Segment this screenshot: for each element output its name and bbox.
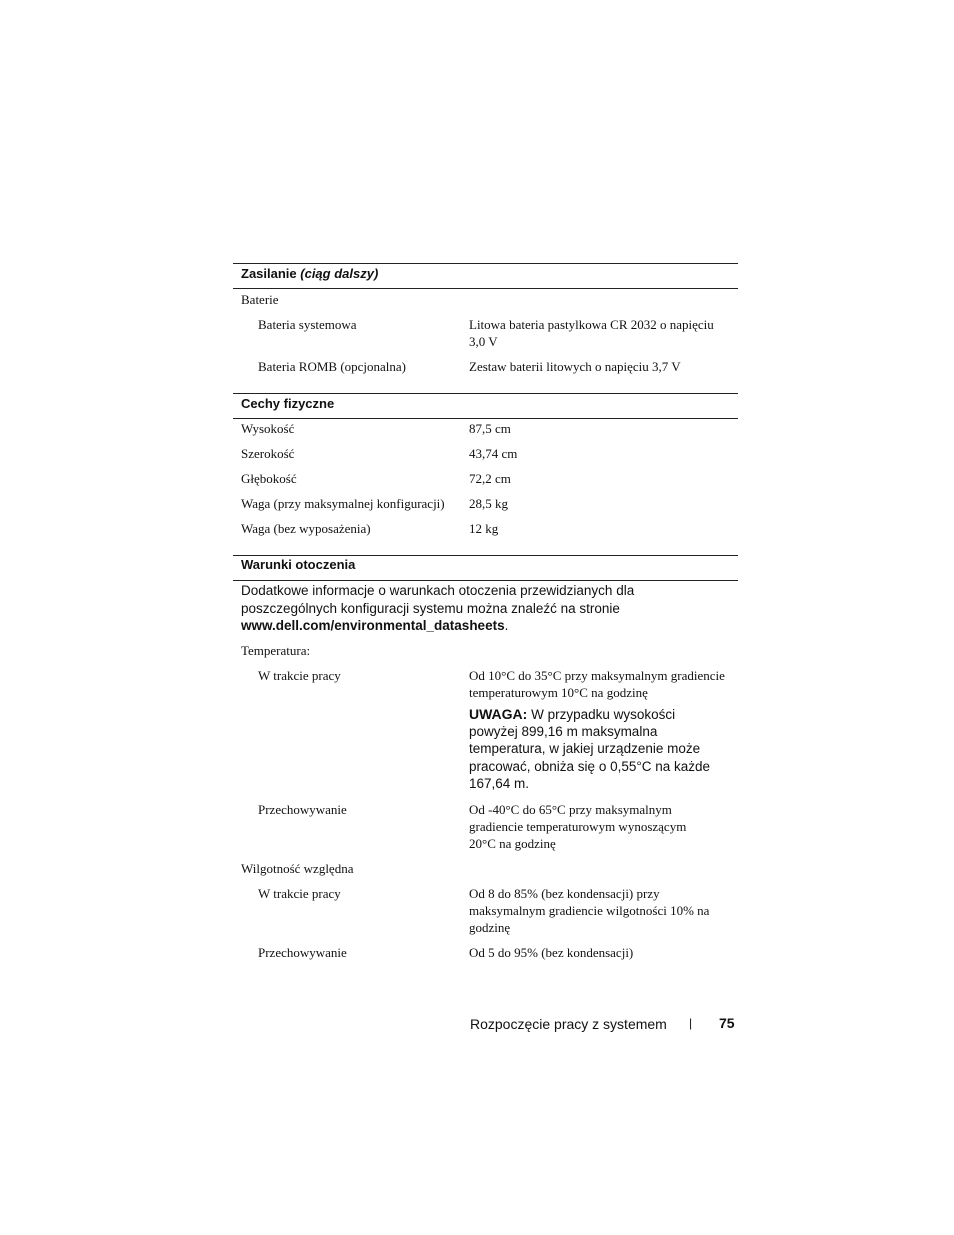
spec-value: Od 5 do 95% (bez kondensacji): [469, 945, 634, 960]
footer-chapter: Rozpoczęcie pracy z systemem: [470, 1016, 667, 1032]
spec-label: Wysokość: [241, 421, 295, 436]
section-rule-top: [233, 393, 738, 394]
spec-label: Waga (bez wyposażenia): [241, 521, 371, 536]
spec-value: Litowa bateria pastylkowa CR 2032 o napięciu 3,0 V: [469, 317, 714, 349]
power-title-continued: (ciąg dalszy): [300, 266, 379, 281]
spec-label: Waga (przy maksymalnej konfiguracji): [241, 496, 445, 511]
spec-label: Bateria systemowa: [258, 317, 357, 332]
spec-label: Głębokość: [241, 471, 297, 486]
intro-end: .: [504, 618, 509, 633]
power-title: Zasilanie: [241, 266, 297, 281]
spec-label: W trakcie pracy: [258, 668, 341, 683]
section-rule-bottom: [233, 580, 738, 581]
temperature-label: Temperatura:: [241, 643, 311, 658]
spec-value: 87,5 cm: [469, 421, 511, 436]
section-title-physical: Cechy fizyczne: [241, 396, 335, 411]
page-number: 75: [719, 1015, 735, 1031]
note-label: UWAGA:: [469, 706, 528, 722]
spec-label: W trakcie pracy: [258, 886, 341, 901]
humidity-label: Wilgotność względna: [241, 861, 354, 876]
spec-value: 28,5 kg: [469, 496, 508, 511]
spec-value: Od 10°C do 35°C przy maksymalnym gradiencie temperaturowym 10°C na godzinę: [469, 668, 725, 700]
note-block: [469, 706, 724, 792]
section-title-environment: Warunki otoczenia: [241, 557, 356, 572]
environment-intro: [241, 582, 711, 635]
section-rule-bottom: [233, 288, 738, 289]
spec-value: Zestaw baterii litowych o napięciu 3,7 V: [469, 359, 681, 374]
note-text: W przypadku wysokości powyżej 899,16 m maksymalna temperatura, w jakiej urządzenie może pracować, obniża się o 0,55°C na każde 167,64 m.: [469, 707, 711, 791]
spec-value: Od -40°C do 65°C przy maksymalnym gradiencie temperaturowym wynoszącym 20°C na godzinę: [469, 802, 687, 851]
spec-value: 72,2 cm: [469, 471, 511, 486]
datasheets-link[interactable]: www.dell.com/environmental_datasheets: [241, 618, 505, 633]
footer-separator: |: [689, 1016, 693, 1030]
intro-text: Dodatkowe informacje o warunkach otoczenia przewidzianych dla poszczególnych konfiguracji systemu można znaleźć na stronie: [241, 583, 635, 616]
spec-label: Szerokość: [241, 446, 295, 461]
spec-label: Przechowywanie: [258, 802, 347, 817]
section-rule-top: [233, 555, 738, 556]
batteries-label: Baterie: [241, 292, 279, 307]
section-title-power: [241, 266, 378, 281]
section-rule-bottom: [233, 418, 738, 419]
spec-value: 12 kg: [469, 521, 499, 536]
spec-label: Bateria ROMB (opcjonalna): [258, 359, 407, 374]
section-rule-top: [233, 263, 738, 264]
spec-label: Przechowywanie: [258, 945, 347, 960]
spec-value: 43,74 cm: [469, 446, 518, 461]
spec-value: Od 8 do 85% (bez kondensacji) przy maksymalnym gradiencie wilgotności 10% na godzinę: [469, 886, 710, 935]
